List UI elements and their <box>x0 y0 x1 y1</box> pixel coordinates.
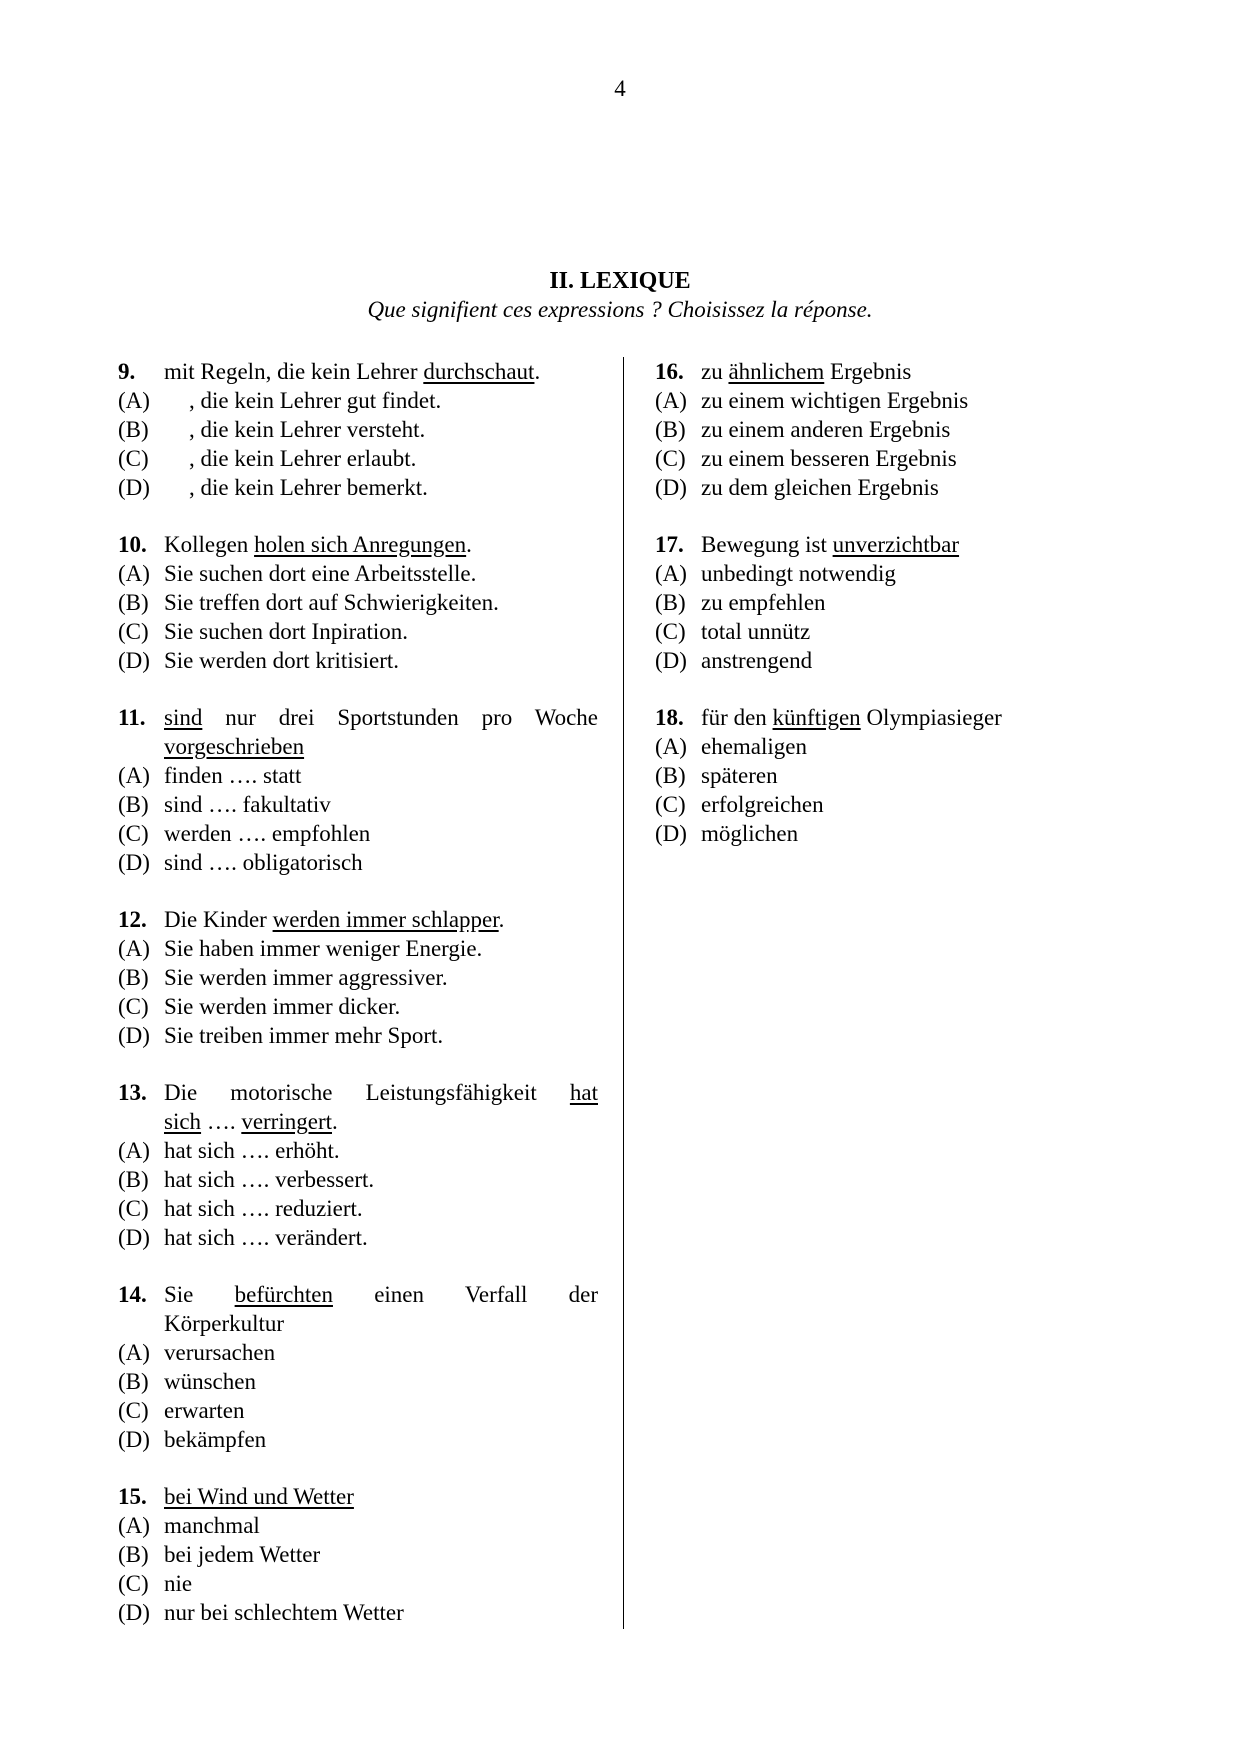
option-d: (D) Sie werden dort kritisiert. <box>118 648 400 673</box>
underlined-term: bei Wind und Wetter <box>164 1484 354 1509</box>
question-number: 15. <box>118 1484 147 1509</box>
underlined-term: hat <box>569 1080 598 1105</box>
question-13 <box>118 1078 598 1252</box>
question-stem: Die motorische Leistungsfähigkeit hat sich …. verringert. <box>164 1080 598 1134</box>
question-10 <box>118 530 598 675</box>
option-a: (A) ehemaligen <box>655 734 808 759</box>
underlined-term: verringert <box>241 1109 332 1134</box>
option-c: (C) Sie werden immer dicker. <box>118 994 401 1019</box>
question-stem <box>164 1482 598 1511</box>
option-c: (C) hat sich …. reduziert. <box>118 1196 363 1221</box>
option-a: (A) Sie haben immer weniger Energie. <box>118 936 483 961</box>
underlined-term: holen sich Anregungen <box>254 532 467 557</box>
underlined-term: ähnlichem <box>728 359 825 384</box>
option-b: (B) , die kein Lehrer versteht. <box>118 417 426 442</box>
option-b: (B) Sie werden immer aggressiver. <box>118 965 448 990</box>
question-number: 17. <box>655 532 684 557</box>
question-number: 13. <box>118 1080 147 1105</box>
underlined-term: sich <box>164 1109 202 1134</box>
option-a: (A) verursachen <box>118 1340 276 1365</box>
option-a: (A) hat sich …. erhöht. <box>118 1138 340 1163</box>
question-stem: Kollegen holen sich Anregungen. <box>164 532 472 557</box>
section-title: II. LEXIQUE <box>549 268 691 294</box>
option-a: (A) unbedingt notwendig <box>655 561 896 586</box>
option-c: (C) erfolgreichen <box>655 792 824 817</box>
option-c: (C) , die kein Lehrer erlaubt. <box>118 446 417 471</box>
option-d: (D) sind …. obligatorisch <box>118 850 363 875</box>
option-b: (B) späteren <box>655 763 778 788</box>
question-12 <box>118 905 598 1050</box>
option-b: (B) hat sich …. verbessert. <box>118 1167 375 1192</box>
underlined-term: durchschaut <box>423 359 535 384</box>
column-divider <box>623 357 624 1629</box>
section-subtitle: Que signifient ces expressions ? Choisissez la réponse. <box>367 297 873 322</box>
question-stem: sind nur drei Sportstunden pro Woche vorgeschrieben <box>164 705 598 759</box>
question-number: 14. <box>118 1282 147 1307</box>
option-c: (C) zu einem besseren Ergebnis <box>655 446 957 471</box>
question-number: 12. <box>118 907 147 932</box>
question-stem: Bewegung ist unverzichtbar <box>701 532 960 557</box>
question-stem: Sie befürchten einen Verfall der Körperkultur <box>164 1282 598 1336</box>
option-b: (B) bei jedem Wetter <box>118 1542 321 1567</box>
question-number: 18. <box>655 705 684 730</box>
option-d: (D) Sie treiben immer mehr Sport. <box>118 1023 444 1048</box>
underlined-term: werden immer schlapper <box>272 907 499 932</box>
question-number: 10. <box>118 532 147 557</box>
question-18 <box>655 703 1125 848</box>
option-b: (B) sind …. fakultativ <box>118 792 331 817</box>
underlined-term: vorgeschrieben <box>164 734 305 759</box>
option-d: (D) anstrengend <box>655 648 813 673</box>
question-number: 16. <box>655 359 684 384</box>
option-d: (D) möglichen <box>655 821 799 846</box>
question-number: 9. <box>118 359 136 384</box>
question-stem: Die Kinder werden immer schlapper. <box>164 907 505 932</box>
question-15 <box>118 1482 598 1627</box>
right-column <box>655 357 1125 876</box>
question-stem: zu ähnlichem Ergebnis <box>701 359 912 384</box>
option-d: (D) hat sich …. verändert. <box>118 1225 368 1250</box>
question-stem: mit Regeln, die kein Lehrer durchschaut. <box>164 359 541 384</box>
option-c: (C) nie <box>118 1571 193 1596</box>
question-number: 11. <box>118 705 146 730</box>
option-b: (B) zu einem anderen Ergebnis <box>655 417 951 442</box>
question-16 <box>655 357 1125 502</box>
page-number: 4 <box>614 76 626 101</box>
option-d: (D) nur bei schlechtem Wetter <box>118 1600 404 1625</box>
option-b: (B) Sie treffen dort auf Schwierigkeiten. <box>118 590 499 615</box>
option-c: (C) werden …. empfohlen <box>118 821 371 846</box>
option-a: (A) , die kein Lehrer gut findet. <box>118 388 442 413</box>
question-11 <box>118 703 598 877</box>
option-b: (B) wünschen <box>118 1369 256 1394</box>
option-d: (D) bekämpfen <box>118 1427 267 1452</box>
option-d: (D) , die kein Lehrer bemerkt. <box>118 475 428 500</box>
left-column <box>118 357 598 1655</box>
option-a: (A) manchmal <box>118 1513 260 1538</box>
question-stem: für den künftigen Olympiasieger <box>701 705 1002 730</box>
option-c: (C) Sie suchen dort Inpiration. <box>118 619 409 644</box>
option-a: (A) zu einem wichtigen Ergebnis <box>655 388 969 413</box>
option-a: (A) finden …. statt <box>118 763 302 788</box>
underlined-term: unverzichtbar <box>832 532 960 557</box>
underlined-term: künftigen <box>772 705 861 730</box>
option-c: (C) erwarten <box>118 1398 245 1423</box>
option-c: (C) total unnütz <box>655 619 811 644</box>
option-b: (B) zu empfehlen <box>655 590 826 615</box>
question-17 <box>655 530 1125 675</box>
underlined-term: befürchten <box>234 1282 333 1307</box>
option-a: (A) Sie suchen dort eine Arbeitsstelle. <box>118 561 477 586</box>
question-9 <box>118 357 598 502</box>
underlined-term: sind <box>164 705 203 730</box>
question-14 <box>118 1280 598 1454</box>
option-d: (D) zu dem gleichen Ergebnis <box>655 475 939 500</box>
